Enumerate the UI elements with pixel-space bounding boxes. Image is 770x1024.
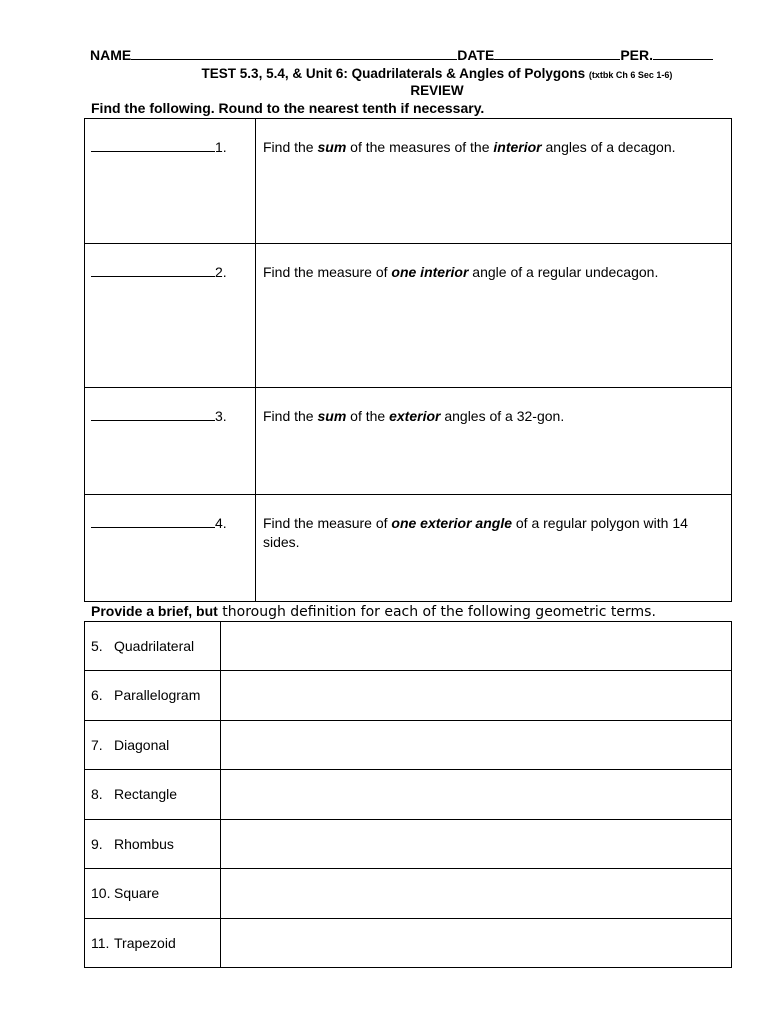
- name-blank[interactable]: [131, 47, 457, 60]
- question-row: [85, 244, 732, 388]
- answer-cell[interactable]: [85, 119, 256, 244]
- term-cell: 5. Quadrilateral: [85, 622, 221, 671]
- definition-answer-cell[interactable]: [221, 720, 732, 770]
- page-title: [80, 66, 770, 81]
- definition-answer-cell[interactable]: [221, 622, 732, 671]
- question-number: 2.: [215, 264, 227, 280]
- term-cell: 11. Trapezoid: [85, 918, 221, 968]
- question-number: 3.: [215, 408, 227, 424]
- question-number: 1.: [215, 139, 227, 155]
- definition-row: [85, 720, 732, 770]
- answer-cell[interactable]: [85, 495, 256, 602]
- name-label: NAME: [90, 47, 132, 63]
- term-cell: 6. Parallelogram: [85, 671, 221, 721]
- question-text: Find the sum of the exterior angles of a 32-gon.: [256, 388, 732, 495]
- question-text: Find the measure of one interior angle of a regular undecagon.: [256, 244, 732, 388]
- definitions-table: [84, 621, 732, 968]
- term-cell: 9. Rhombus: [85, 819, 221, 869]
- question-text: Find the measure of one exterior angle of a regular polygon with 14 sides.: [256, 495, 732, 602]
- title-main: TEST 5.3, 5.4, & Unit 6: Quadrilaterals & Angles of Polygons: [201, 66, 586, 81]
- answer-blank[interactable]: [91, 515, 215, 528]
- period-label: PER.: [620, 47, 653, 63]
- answer-blank[interactable]: [91, 264, 215, 277]
- term-cell: 8. Rectangle: [85, 770, 221, 820]
- question-row: [85, 119, 732, 244]
- date-label: DATE: [457, 47, 495, 63]
- term-cell: 10. Square: [85, 869, 221, 919]
- page-subtitle: REVIEW: [410, 83, 464, 98]
- term-cell: 7. Diagonal: [85, 720, 221, 770]
- definition-row: [85, 819, 732, 869]
- definition-answer-cell[interactable]: [221, 671, 732, 721]
- period-blank[interactable]: [653, 47, 713, 60]
- section2-instruction: Provide a brief, but thorough definition for each of the following geometric terms.: [91, 603, 656, 620]
- answer-cell[interactable]: [85, 244, 256, 388]
- questions-table: [84, 118, 732, 602]
- question-number: 4.: [215, 515, 227, 531]
- definition-row: [85, 622, 732, 671]
- student-info-line: [90, 47, 730, 63]
- definition-row: [85, 770, 732, 820]
- definition-answer-cell[interactable]: [221, 819, 732, 869]
- definition-row: [85, 918, 732, 968]
- definition-answer-cell[interactable]: [221, 869, 732, 919]
- question-text: Find the sum of the measures of the interior angles of a decagon.: [256, 119, 732, 244]
- definition-answer-cell[interactable]: [221, 918, 732, 968]
- definition-row: [85, 869, 732, 919]
- date-blank[interactable]: [494, 47, 620, 60]
- answer-cell[interactable]: [85, 388, 256, 495]
- definition-answer-cell[interactable]: [221, 770, 732, 820]
- section1-instruction: Find the following. Round to the nearest tenth if necessary.: [91, 100, 485, 116]
- answer-blank[interactable]: [91, 408, 215, 421]
- question-row: [85, 495, 732, 602]
- title-note: (txtbk Ch 6 Sec 1-6): [588, 70, 673, 80]
- question-row: [85, 388, 732, 495]
- definition-row: [85, 671, 732, 721]
- answer-blank[interactable]: [91, 139, 215, 152]
